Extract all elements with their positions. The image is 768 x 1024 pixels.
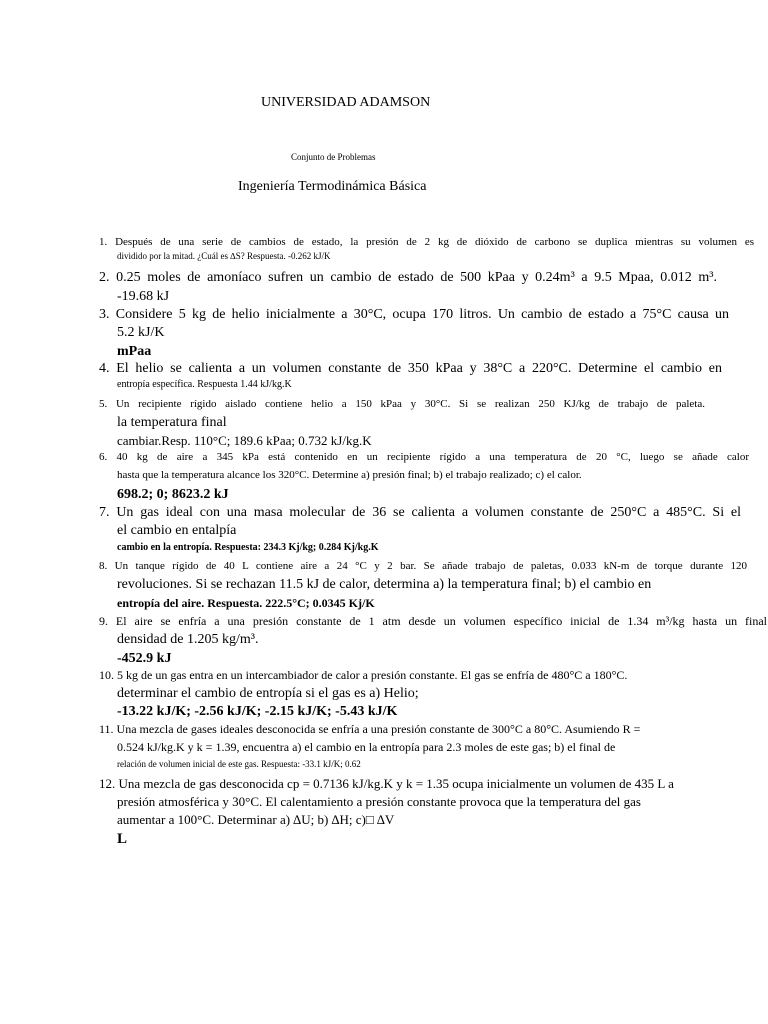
- problem-7-line-1: 7. Un gas ideal con una masa molecular de 36 se calienta a volumen constante de 250°C a 485°C. Si el: [99, 505, 741, 520]
- problem-8-line-1: 8. Un tanque rígido de 40 L contiene aire a 24 °C y 2 bar. Se añade trabajo de paletas, 0.033 kN-m de torque durante 120: [99, 560, 747, 572]
- problem-1-line-2: dividido por la mitad. ¿Cuál es ∆S? Respuesta. -0.262 kJ/K: [117, 251, 331, 261]
- problem-1-line-1: 1. Después de una serie de cambios de estado, la presión de 2 kg de dióxido de carbono se duplica mientras su volumen es: [99, 236, 754, 248]
- problem-3-line-3: mPaa: [117, 344, 152, 359]
- problem-5-line-1: 5. Un recipiente rígido aislado contiene helio a 150 kPaa y 30°C. Si se realizan 250 KJ/kg de trabajo de paleta.: [99, 398, 705, 410]
- course-title: Ingeniería Termodinámica Básica: [238, 179, 427, 194]
- problem-set-subtitle: Conjunto de Problemas: [291, 152, 376, 162]
- problem-11-line-3: relación de volumen inicial de este gas. Respuesta: -33.1 kJ/K; 0.62: [117, 759, 361, 769]
- problem-7-line-2: el cambio en entalpía: [117, 523, 237, 538]
- problem-10-line-3: -13.22 kJ/K; -2.56 kJ/K; -2.15 kJ/K; -5.43 kJ/K: [117, 704, 398, 719]
- problem-12-line-4: L: [117, 831, 128, 847]
- problem-11-line-2: 0.524 kJ/kg.K y k = 1.39, encuentra a) el cambio en la entropía para 2.3 moles de este gas; b) el final de: [117, 740, 616, 754]
- problem-6-line-3: 698.2; 0; 8623.2 kJ: [117, 487, 229, 502]
- problem-12-line-2: presión atmosférica y 30°C. El calentamiento a presión constante provoca que la temperatura del gas: [117, 794, 641, 809]
- problem-3-line-2: 5.2 kJ/K: [117, 325, 165, 340]
- problem-9-line-2: densidad de 1.205 kg/m³.: [117, 632, 259, 647]
- problem-6-line-1: 6. 40 kg de aire a 345 kPa está contenido en un recipiente rígido a una temperatura de 20 °C, luego se añade calor: [99, 451, 749, 463]
- problem-10-line-1: 10. 5 kg de un gas entra en un intercambiador de calor a presión constante. El gas se enfría de 480°C a 180°C.: [99, 668, 628, 682]
- problem-10-line-2: determinar el cambio de entropía si el gas es a) Helio;: [117, 686, 419, 701]
- problem-7-line-3: cambio en la entropía. Respuesta: 234.3 Kj/kg; 0.284 Kj/kg.K: [117, 542, 379, 553]
- problem-12-line-3: aumentar a 100°C. Determinar a) ∆U; b) ∆H; c)□ ∆V: [117, 812, 395, 827]
- problem-6-line-2: hasta que la temperatura alcance los 320°C. Determine a) presión final; b) el trabajo realizado; c) el calor.: [117, 469, 582, 481]
- university-title: UNIVERSIDAD ADAMSON: [261, 95, 431, 110]
- problem-8-line-2: revoluciones. Si se rechazan 11.5 kJ de calor, determina a) la temperatura final; b) el cambio en: [117, 577, 652, 592]
- problem-5-line-2: la temperatura final: [117, 415, 227, 430]
- problem-9-line-3: -452.9 kJ: [117, 651, 172, 666]
- problem-4-line-2: entropía específica. Respuesta 1.44 kJ/kg.K: [117, 379, 292, 390]
- problem-3-line-1: 3. Considere 5 kg de helio inicialmente a 30°C, ocupa 170 litros. Un cambio de estado a 75°C causa un: [99, 307, 729, 322]
- problem-5-line-3: cambiar.Resp. 110°C; 189.6 kPaa; 0.732 kJ/kg.K: [117, 433, 372, 448]
- problem-2-line-1: 2. 0.25 moles de amoníaco sufren un cambio de estado de 500 kPaa y 0.24m³ a 9.5 Mpaa, 0.012 m³.: [99, 270, 717, 285]
- problem-4-line-1: 4. El helio se calienta a un volumen constante de 350 kPaa y 38°C a 220°C. Determine el cambio en: [99, 361, 722, 376]
- problem-12-line-1: 12. Una mezcla de gas desconocida cp = 0.7136 kJ/kg.K y k = 1.35 ocupa inicialmente un volumen de 435 L a: [99, 776, 674, 791]
- problem-11-line-1: 11. Una mezcla de gases ideales desconocida se enfría a una presión constante de 300°C a 80°C. Asumiendo R =: [99, 722, 641, 736]
- problem-9-line-1: 9. El aire se enfría a una presión constante de 1 atm desde un volumen específico inicial de 1.34 m³/kg hasta un final: [99, 614, 767, 628]
- problem-8-line-3: entropía del aire. Respuesta. 222.5°C; 0.0345 Kj/K: [117, 596, 375, 610]
- problem-2-line-2: -19.68 kJ: [117, 289, 170, 304]
